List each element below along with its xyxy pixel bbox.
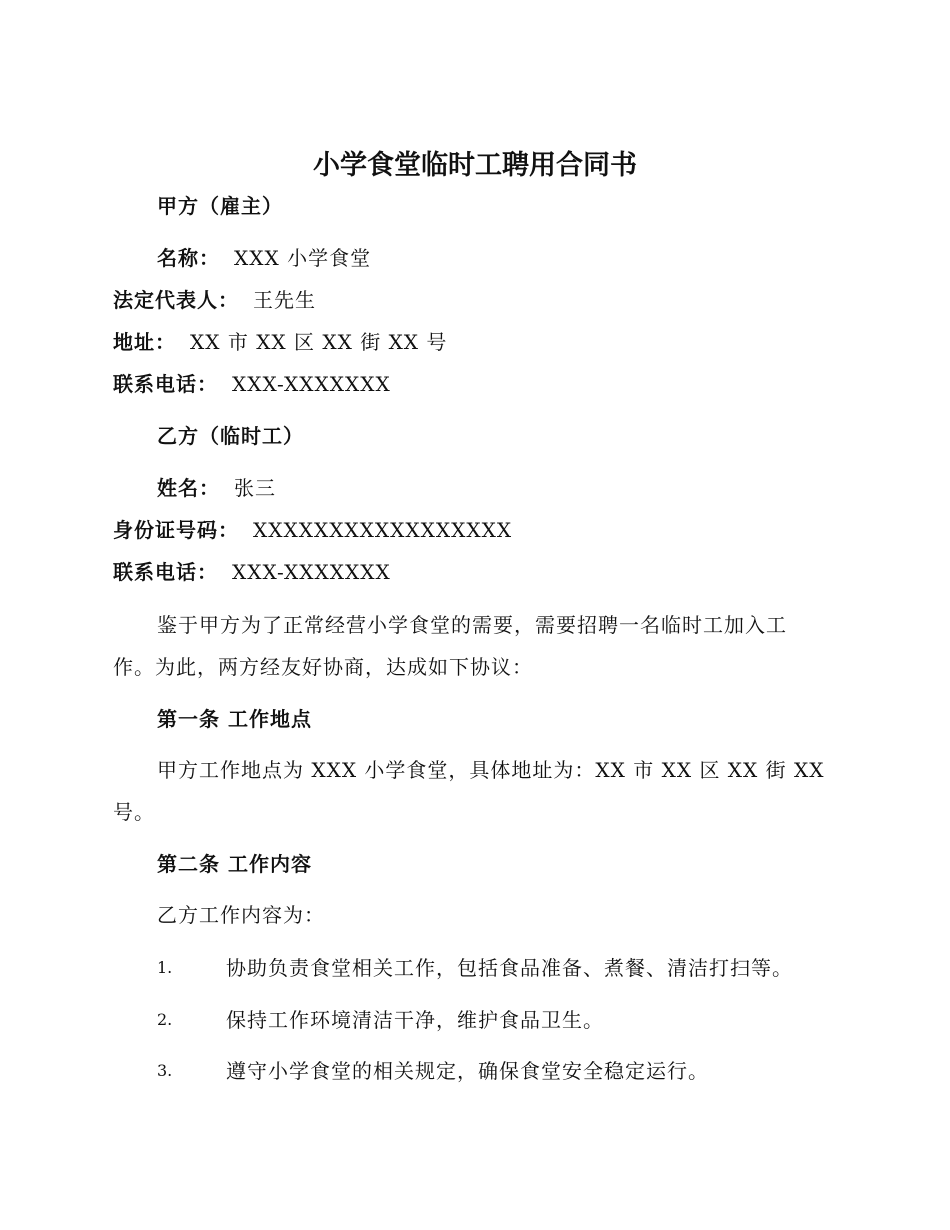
party-a-name-value: XXX 小学食堂 <box>234 246 372 270</box>
party-b-name-label: 姓名： <box>157 476 220 500</box>
party-b-phone-label: 联系电话： <box>113 560 218 584</box>
party-a-rep-value: 王先生 <box>253 288 316 312</box>
party-a-name-row <box>157 244 371 272</box>
preamble-line-1: 鉴于甲方为了正常经营小学食堂的需要，需要招聘一名临时工加入工 <box>157 613 787 637</box>
list-item-text: 保持工作环境清洁干净，维护食品卫生。 <box>226 1008 604 1032</box>
party-a-rep-label: 法定代表人： <box>113 288 239 312</box>
list-item-number: 2. <box>157 1010 173 1029</box>
document-title: 小学食堂临时工聘用合同书 <box>313 150 637 181</box>
party-a-rep-row <box>113 286 316 314</box>
article-1-heading: 第一条 工作地点 <box>157 707 312 731</box>
article-2-heading: 第二条 工作内容 <box>157 852 312 876</box>
party-a-name-label: 名称： <box>157 246 220 270</box>
party-a-phone-value: XXX-XXXXXXX <box>232 372 391 396</box>
party-a-address-label: 地址： <box>113 330 176 354</box>
party-a-address-row <box>113 328 447 356</box>
preamble-line-2: 作。为此，两方经友好协商，达成如下协议： <box>113 655 533 679</box>
party-a-address-value: XX 市 XX 区 XX 街 XX 号 <box>190 330 448 354</box>
party-b-id-value: XXXXXXXXXXXXXXXXX <box>253 518 513 542</box>
party-b-name-row <box>157 474 276 502</box>
party-b-id-label: 身份证号码： <box>113 518 239 542</box>
party-b-phone-row <box>113 558 391 586</box>
list-item-text: 遵守小学食堂的相关规定，确保食堂安全稳定运行。 <box>226 1059 709 1083</box>
list-item-text: 协助负责食堂相关工作，包括食品准备、煮餐、清洁打扫等。 <box>226 956 793 980</box>
list-item-number: 3. <box>157 1061 173 1080</box>
party-b-heading: 乙方（临时工） <box>157 424 304 448</box>
article-1-text-line-1: 甲方工作地点为 XXX 小学食堂，具体地址为：XX 市 XX 区 XX 街 XX <box>157 758 825 782</box>
article-2-intro: 乙方工作内容为： <box>157 903 325 927</box>
party-b-id-row <box>113 516 512 544</box>
party-a-phone-label: 联系电话： <box>113 372 218 396</box>
party-a-phone-row <box>113 370 391 398</box>
party-b-phone-value: XXX-XXXXXXX <box>232 560 391 584</box>
party-a-heading: 甲方（雇主） <box>157 194 283 218</box>
list-item-number: 1. <box>157 958 173 977</box>
party-b-name-value: 张三 <box>234 476 276 500</box>
article-1-text-line-2: 号。 <box>113 800 155 824</box>
